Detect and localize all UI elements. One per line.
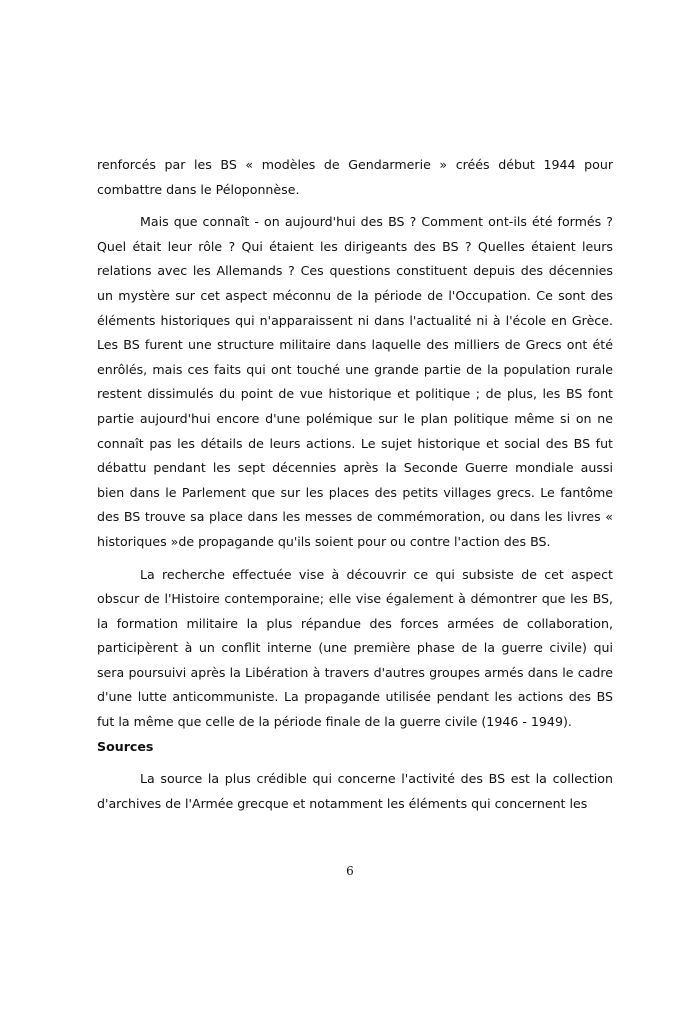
paragraph-1: renforcés par les BS « modèles de Gendarmerie » créés début 1944 pour combattre dans le Péloponnèse. xyxy=(97,157,613,197)
page-number: 6 xyxy=(346,864,354,878)
paragraph-2: Mais que connaît - on aujourd'hui des BS ? Comment ont-ils été formés ? Quel était leur rôle ? Qui étaient les dirigeants des BS ? Quelles étaient leurs relations avec les Allemands ? Ces questions constituent depuis des décennies un mystère sur cet aspect méconnu de la période de l'Occupation. Ce sont des éléments historiques qui n'apparaissent ni dans l'actualité ni à l'école en Grèce. Les BS furent une structure militaire dans laquelle des milliers de Grecs ont été enrôlés, mais ces faits qui ont touché une grande partie de la population rurale restent dissimulés du point de vue historique et politique ; de plus, les BS font partie aujourd'hui encore d'une polémique sur le plan politique même si on ne connaît pas les détails de leurs actions. Le sujet historique et social des BS fut débattu pendant les sept décennies après la Seconde Guerre mondiale aussi bien dans le Parlement que sur les places des petits villages grecs. Le fantôme des BS trouve sa place dans les messes de commémoration, ou dans les livres « historiques »de propagande qu'ils soient pour ou contre l'action des BS. xyxy=(97,214,613,549)
document-page xyxy=(97,153,613,816)
section-heading: Sources xyxy=(97,738,154,754)
section-paragraph: La source la plus crédible qui concerne l'activité des BS est la collection d'archives de l'Armée grecque et notamment les éléments qui concernent les xyxy=(97,771,613,811)
paragraph-3: La recherche effectuée vise à découvrir ce qui subsiste de cet aspect obscur de l'Histoire contemporaine; elle vise également à démontrer que les BS, la formation militaire la plus répandue des forces armées de collaboration, participèrent à un conflit interne (une première phase de la guerre civile) qui sera poursuivi après la Libération à travers d'autres groupes armés dans le cadre d'une lutte anticommuniste. La propagande utilisée pendant les actions des BS fut la même que celle de la période finale de la guerre civile (1946 - 1949). xyxy=(97,566,613,730)
